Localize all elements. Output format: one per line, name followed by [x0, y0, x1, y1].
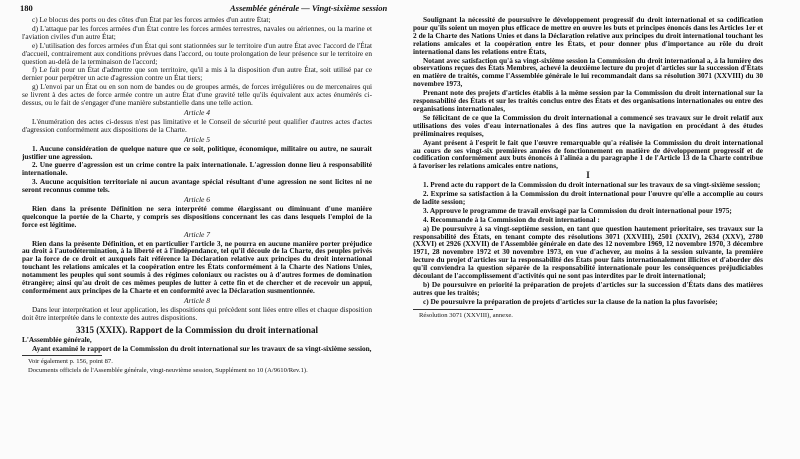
- right-column: [413, 16, 763, 456]
- paragraph: d) L'attaque par les forces armées d'un État contre les forces armées terrestres, navales ou aériennes, ou la marine et l'aviation civiles d'un autre État;: [22, 23, 372, 41]
- footnote: Documents officiels de l'Assemblée générale, vingt-neuvième session, Supplément no 10 (A/9610/Rev.1).: [28, 366, 308, 374]
- paragraph: Se félicitant de ce que la Commission du droit international a commencé ses travaux sur le droit relatif aux utilisations des voies d'eau internationales à des fins autres que la navigation en procédant à des études préliminaires requises,: [413, 112, 763, 138]
- article-heading: Article 4: [183, 107, 211, 117]
- paragraph: L'énumération des actes ci-dessus n'est pas limitative et le Conseil de sécurité peut qualifier d'autres actes d'actes d'agression conformément aux dispositions de la Charte.: [22, 116, 372, 134]
- footnote: Résolution 3071 (XXVIII), annexe.: [419, 311, 513, 319]
- paragraph: 3. Aucune acquisition territoriale ni aucun avantage spécial résultant d'une agression ne sont licites ni ne seront reconnus comme tels.: [22, 177, 372, 195]
- resolution-intro: L'Assemblée générale,: [22, 334, 92, 344]
- paragraph: c) De poursuivre la préparation de projets d'articles sur la clause de la nation la plus favorisée;: [423, 296, 718, 306]
- article-heading: Article 6: [183, 195, 211, 205]
- paragraph: Dans leur interprétation et leur application, les dispositions qui précèdent sont liées entre elles et chaque disposition doit être interprétée dans le contexte des autres dispositions.: [22, 304, 372, 322]
- page-header: [20, 3, 780, 16]
- running-title: Assemblée générale — Vingt-sixième session: [230, 3, 388, 13]
- paragraph: Ayant présent à l'esprit le fait que l'œuvre remarquable qu'a réalisée la Commission du droit international au cours de ses vingt-six premières années de fonctionnement en matière de développement progressif et de codification conformément aux buts énoncés à l'alinéa a du paragraphe 1 de l'Article 13 de la Charte contribue à favoriser les relations amicales entre nations,: [413, 137, 763, 171]
- paragraph: Prenant note des projets d'articles établis à la même session par la Commission du droit international sur la responsabilité des États et sur les traités conclus entre des États et des organisations internationales ou entre des organisations internationales,: [413, 88, 763, 113]
- paragraph: Rien dans la présente Définition ne sera interprété comme élargissant ou diminuant d'une manière quelconque la portée de la Charte, y compris ses dispositions concernant les cas dans lesquels l'emploi de la force est légitime.: [22, 203, 372, 229]
- paragraph: f) Le fait pour un État d'admettre que son territoire, qu'il a mis à la disposition d'un autre État, soit utilisé par ce dernier pour perpétrer un acte d'agression contre un État tiers;: [22, 65, 372, 83]
- left-column: [22, 16, 372, 456]
- footnote: Voir également p. 156, point 87.: [28, 358, 113, 366]
- footnote-rule: [22, 355, 102, 356]
- article-heading: Article 8: [183, 295, 211, 305]
- footnote-rule: [413, 309, 493, 310]
- paragraph: 3. Approuve le programme de travail envisagé par la Commission du droit international pour 1975;: [423, 205, 732, 215]
- article-heading: Article 7: [183, 229, 211, 239]
- paragraph: g) L'envoi par un État ou en son nom de bandes ou de groupes armés, de forces irrégulières ou de mercenaires qui se livrent à des actes de force armée contre un autre État d'une gravité telle qu'ils équivalent aux actes énumérés ci-dessus, ou le fait de s'engager d'une manière substantielle dans une telle action.: [22, 82, 372, 108]
- paragraph: Soulignant la nécessité de poursuivre le développement progressif du droit international et sa codification pour qu'ils soient un moyen plus efficace de mettre en œuvre les buts et principes énoncés dans les Articles 1er et 2 de la Charte des Nations Unies et dans la Déclaration relative aux principes du droit international touchant les relations amicales et la coopération entre les États, et pour donner plus d'importance au rôle du droit international dans les relations entre États,: [413, 16, 763, 56]
- paragraph: Rien dans la présente Définition, et en particulier l'article 3, ne pourra en aucune manière porter préjudice au droit à l'autodétermination, à la liberté et à l'indépendance, tel qu'il découle de la Charte, des peuples privés par la force de ce droit et auxquels fait référence la Déclaration relative aux principes du droit international touchant les relations amicales et la coopération entre les États conformément à la Charte des Nations Unies, notamment les peuples qui sont soumis à des régimes coloniaux ou racistes ou à d'autres formes de domination étrangère; ainsi qu'au droit de ces mêmes peuples de lutter à cette fin et de chercher et de recevoir un appui, conformément aux principes de la Charte et en conformité avec la Déclaration susmentionnée.: [22, 238, 372, 295]
- paragraph: Notant avec satisfaction qu'à sa vingt-sixième session la Commission du droit international a, à la lumière des observations reçues des États Membres, achevé la deuxième lecture du projet d'articles sur la succession d'États en matière de traités, comme l'Assemblée générale le lui recommandait dans sa résolution 3071 (XXVIII) du 30 novembre 1973,: [413, 55, 763, 89]
- paragraph: b) De poursuivre en priorité la préparation de projets d'articles sur la succession d'États dans des matières autres que les traités;: [413, 280, 763, 297]
- section-numeral: I: [586, 170, 590, 181]
- paragraph: e) L'utilisation des forces armées d'un État qui sont stationnées sur le territoire d'un autre État avec l'accord de l'État d'accueil, contrairement aux conditions prévues dans l'accord, ou toute prolongation de leur présence sur le territoire en question au-delà de la terminaison de l'accord;: [22, 40, 372, 66]
- paragraph: Ayant examiné le rapport de la Commission du droit international sur les travaux de sa vingt-sixième session,: [32, 343, 372, 353]
- paragraph: c) Le blocus des ports ou des côtes d'un État par les forces armées d'un autre État;: [32, 16, 271, 24]
- paragraph: a) De poursuivre à sa vingt-septième session, en tant que question hautement prioritaire, ses travaux sur la responsabilité des États, en tenant compte des résolutions 3071 (XXVIII), 2501 (XXIV), 2634 (XXV), 2780 (XXVI) et 2926 (XXVII) de l'Assemblée générale en date des 12 novembre 1969, 12 novembre 1970, 3 décembre 1971, 28 novembre 1972 et 30 novembre 1973, en vue d'achever, au moins à la session suivante, la première lecture du projet d'articles sur la responsabilité des États pour faits internationalement illicites et d'aborder dès qu'il conviendra la question séparée de la responsabilité internationale pour les conséquences préjudiciables découlant de l'accomplissement d'activités qui ne sont pas interdites par le droit international;: [413, 223, 763, 281]
- paragraph: 1. Aucune considération de quelque nature que ce soit, politique, économique, militaire ou autre, ne saurait justifier une agression.: [22, 143, 372, 161]
- paragraph: 2. Une guerre d'agression est un crime contre la paix internationale. L'agression donne lieu à responsabilité internationale.: [22, 160, 372, 178]
- article-heading: Article 5: [183, 134, 211, 144]
- paragraph: 1. Prend acte du rapport de la Commission du droit international sur les travaux de sa vingt-sixième session;: [423, 180, 761, 190]
- paragraph: 2. Exprime sa satisfaction à la Commission du droit international pour l'œuvre qu'elle a accomplie au cours de ladite session;: [413, 189, 763, 206]
- resolution-title: 3315 (XXIX). Rapport de la Commission du droit international: [75, 324, 319, 335]
- page-number: 180: [20, 3, 33, 13]
- paragraph: 4. Recommande à la Commission du droit international :: [423, 214, 600, 224]
